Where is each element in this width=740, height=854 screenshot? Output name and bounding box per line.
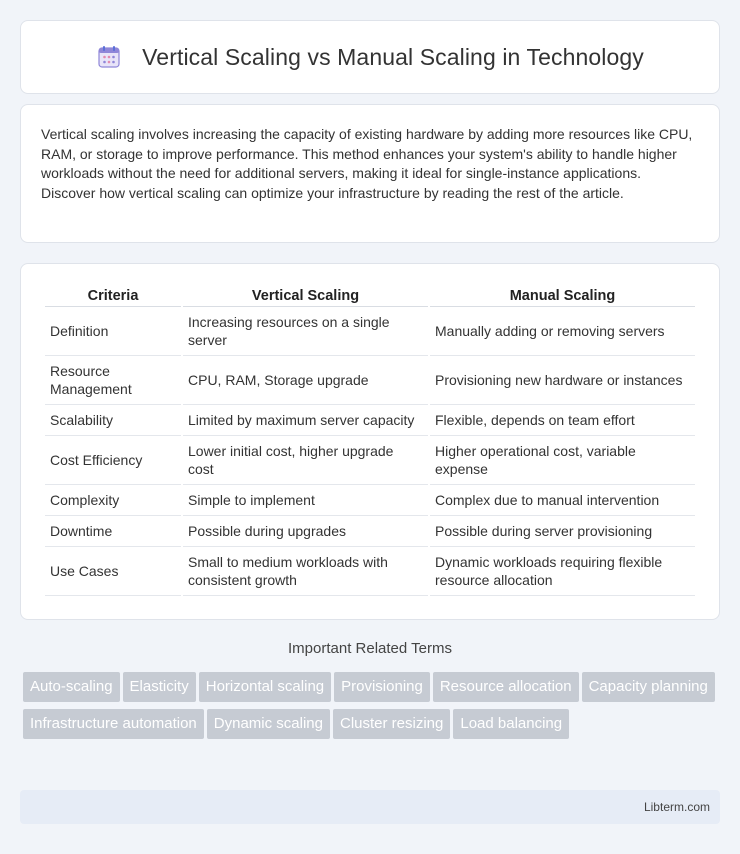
table-row	[45, 516, 695, 547]
cell-vertical: Small to medium workloads with consistent growth	[183, 547, 428, 596]
cell-manual: Provisioning new hardware or instances	[430, 356, 695, 405]
header-manual-scaling: Manual Scaling	[430, 286, 695, 307]
term-tag[interactable]: Capacity planning	[582, 672, 715, 702]
page-title: Vertical Scaling vs Manual Scaling in Technology	[142, 43, 644, 70]
related-terms-list	[23, 672, 723, 746]
cell-manual: Dynamic workloads requiring flexible resource allocation	[430, 547, 695, 596]
cell-vertical: Lower initial cost, higher upgrade cost	[183, 436, 428, 485]
intro-card	[20, 104, 720, 243]
term-tag[interactable]: Auto-scaling	[23, 672, 120, 702]
intro-text: Vertical scaling involves increasing the capacity of existing hardware by adding more resources like CPU, RAM, or storage to improve performance. This method enhances your system's ability to handle higher workloads without the need for additional servers, making it ideal for single-instance applications. Discover how vertical scaling can optimize your infrastructure by reading the rest of the article.	[41, 126, 693, 201]
term-tag[interactable]: Provisioning	[334, 672, 430, 702]
comparison-card	[20, 263, 720, 620]
table-row	[45, 307, 695, 356]
cell-vertical: CPU, RAM, Storage upgrade	[183, 356, 428, 405]
cell-vertical: Increasing resources on a single server	[183, 307, 428, 356]
cell-criteria: Downtime	[45, 516, 181, 547]
term-tag[interactable]: Dynamic scaling	[207, 709, 330, 739]
table-row	[45, 485, 695, 516]
table-row	[45, 547, 695, 596]
related-terms-title: Important Related Terms	[288, 640, 452, 657]
cell-manual: Complex due to manual intervention	[430, 485, 695, 516]
cell-criteria: Complexity	[45, 485, 181, 516]
footer	[20, 790, 720, 824]
title-card	[20, 20, 720, 94]
term-tag[interactable]: Infrastructure automation	[23, 709, 204, 739]
table-row	[45, 356, 695, 405]
table-row	[45, 436, 695, 485]
comparison-table	[43, 286, 697, 596]
cell-criteria: Cost Efficiency	[45, 436, 181, 485]
cell-vertical: Possible during upgrades	[183, 516, 428, 547]
cell-criteria: Scalability	[45, 405, 181, 436]
cell-vertical: Limited by maximum server capacity	[183, 405, 428, 436]
table-row	[45, 405, 695, 436]
cell-manual: Flexible, depends on team effort	[430, 405, 695, 436]
term-tag[interactable]: Load balancing	[453, 709, 569, 739]
cell-criteria: Resource Management	[45, 356, 181, 405]
term-tag[interactable]: Horizontal scaling	[199, 672, 331, 702]
term-tag[interactable]: Elasticity	[123, 672, 196, 702]
term-tag[interactable]: Resource allocation	[433, 672, 579, 702]
cell-manual: Manually adding or removing servers	[430, 307, 695, 356]
cell-vertical: Simple to implement	[183, 485, 428, 516]
cell-criteria: Definition	[45, 307, 181, 356]
cell-manual: Possible during server provisioning	[430, 516, 695, 547]
calendar-icon	[96, 44, 122, 70]
header-criteria: Criteria	[45, 286, 181, 307]
header-vertical-scaling: Vertical Scaling	[183, 286, 428, 307]
cell-criteria: Use Cases	[45, 547, 181, 596]
footer-site-link[interactable]: Libterm.com	[643, 800, 710, 814]
term-tag[interactable]: Cluster resizing	[333, 709, 450, 739]
cell-manual: Higher operational cost, variable expense	[430, 436, 695, 485]
